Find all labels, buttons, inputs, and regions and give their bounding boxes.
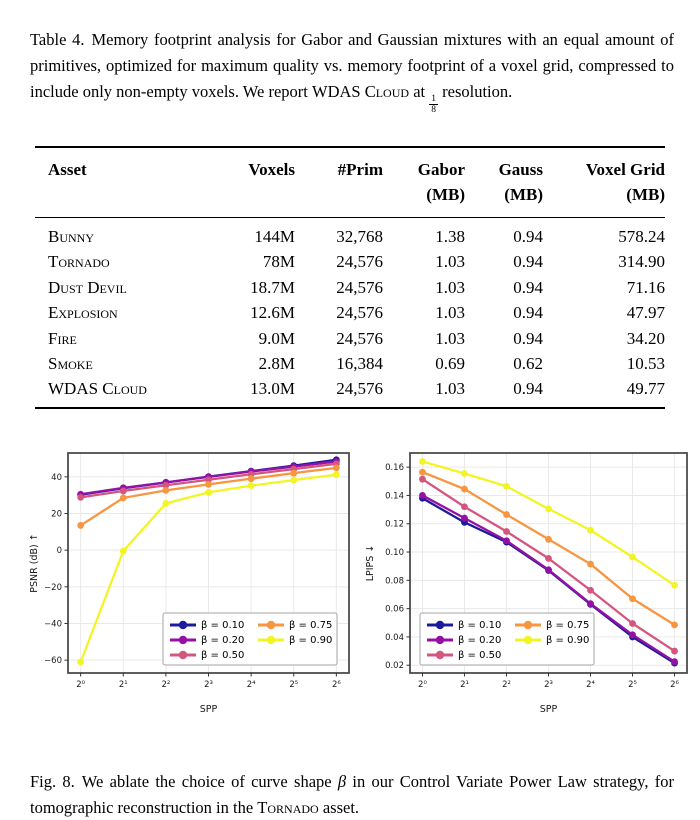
table-row	[35, 249, 665, 274]
column-header: Voxel Grid (MB)	[585, 160, 665, 204]
svg-text:SPP: SPP	[199, 704, 218, 715]
asset-cell: Bunny	[48, 227, 95, 246]
svg-text:0.04: 0.04	[385, 632, 404, 643]
table-caption-asset-name: WDAS Cloud	[312, 81, 410, 101]
svg-text:40: 40	[51, 472, 62, 483]
asset-cell: Explosion	[48, 303, 118, 323]
prim-cell: 32,768	[336, 227, 383, 246]
fig-caption-text-mid: in our Control Variate Power Law strategy, for tomographic reconstruction in the	[30, 771, 674, 817]
memory-table-head	[35, 147, 665, 218]
column-header: Gabor (MB)	[417, 160, 465, 204]
gauss-cell: 0.94	[513, 227, 543, 246]
prim-cell: 24,576	[336, 379, 383, 399]
svg-text:LPIPS ↓: LPIPS ↓	[365, 544, 376, 582]
gabor-cell: 1.03	[435, 277, 465, 297]
svg-text:2⁵: 2⁵	[289, 680, 299, 690]
svg-text:20: 20	[51, 509, 62, 520]
prim-cell: 24,576	[336, 328, 383, 348]
voxels-cell: 144M	[254, 227, 295, 246]
gauss-cell: 0.62	[513, 353, 543, 373]
svg-text:0.16: 0.16	[385, 463, 404, 474]
svg-text:2¹: 2¹	[460, 680, 469, 690]
svg-text:2⁶: 2⁶	[670, 680, 679, 690]
svg-text:2⁰: 2⁰	[418, 680, 427, 690]
column-header: Voxels	[248, 160, 295, 179]
prim-cell: 24,576	[336, 277, 383, 297]
svg-text:0.14: 0.14	[385, 491, 404, 502]
gabor-cell: 0.69	[435, 353, 465, 373]
gabor-cell: 1.03	[435, 303, 465, 323]
column-header: Asset	[48, 160, 87, 179]
grid-cell: 10.53	[626, 353, 665, 373]
svg-text:0.08: 0.08	[385, 576, 404, 587]
gabor-cell: 1.38	[435, 227, 465, 246]
table-caption-label: Table 4.	[30, 29, 85, 49]
svg-text:2²: 2²	[502, 680, 511, 690]
asset-cell: Fire	[48, 328, 77, 348]
figure-8-charts	[28, 445, 696, 717]
svg-text:β = 0.50: β = 0.50	[458, 650, 502, 662]
grid-cell: 34.20	[626, 328, 665, 348]
grid-cell: 49.77	[626, 379, 665, 399]
fig-caption-text-after: asset.	[318, 797, 360, 817]
svg-text:2³: 2³	[544, 680, 553, 690]
fig-caption-text-before: We ablate the choice of curve shape	[81, 771, 338, 791]
voxels-cell: 18.7M	[250, 277, 295, 297]
table-caption	[30, 27, 674, 116]
svg-text:−60: −60	[44, 656, 62, 667]
psnr-chart	[28, 445, 358, 717]
svg-text:−40: −40	[44, 619, 62, 630]
svg-text:β = 0.20: β = 0.20	[458, 635, 502, 647]
table-caption-text-mid: at	[409, 81, 430, 101]
gauss-cell: 0.94	[513, 277, 543, 297]
fraction-numerator: 1	[431, 93, 437, 105]
gabor-cell: 1.03	[435, 252, 465, 272]
table-row	[35, 351, 665, 376]
gauss-cell: 0.94	[513, 252, 543, 272]
table-caption-text-after: resolution.	[438, 81, 513, 101]
prim-cell: 24,576	[336, 252, 383, 272]
gauss-cell: 0.94	[513, 379, 543, 399]
memory-table	[35, 146, 665, 409]
grid-cell: 71.16	[626, 277, 665, 297]
gauss-cell: 0.94	[513, 328, 543, 348]
svg-text:0.06: 0.06	[385, 604, 404, 615]
svg-text:β = 0.75: β = 0.75	[546, 620, 590, 632]
svg-text:2²: 2²	[161, 680, 171, 690]
voxels-cell: 9.0M	[258, 328, 295, 348]
svg-text:SPP: SPP	[539, 704, 558, 715]
fig-caption	[30, 769, 674, 820]
fig-caption-asset-name: Tornado	[257, 797, 319, 817]
header-row	[35, 147, 665, 218]
svg-text:2⁶: 2⁶	[331, 680, 341, 690]
grid-cell: 314.90	[618, 252, 665, 272]
voxels-cell: 13.0M	[250, 379, 295, 399]
svg-text:β = 0.10: β = 0.10	[201, 620, 245, 632]
fig-caption-label: Fig. 8.	[30, 771, 75, 791]
asset-cell: WDAS Cloud	[48, 379, 147, 399]
svg-text:2⁰: 2⁰	[76, 680, 86, 690]
column-header: Gauss (MB)	[498, 160, 543, 204]
gabor-cell: 1.03	[435, 328, 465, 348]
table-row	[35, 275, 665, 300]
table-row	[35, 325, 665, 350]
asset-cell: Tornado	[48, 252, 110, 272]
column-header: #Prim	[337, 160, 383, 179]
svg-text:β = 0.20: β = 0.20	[201, 635, 245, 647]
grid-cell: 578.24	[618, 227, 665, 246]
svg-text:2¹: 2¹	[118, 680, 128, 690]
svg-text:PSNR (dB) ↑: PSNR (dB) ↑	[29, 533, 40, 593]
svg-text:−20: −20	[44, 582, 62, 593]
svg-text:2³: 2³	[204, 680, 213, 690]
svg-text:β = 0.50: β = 0.50	[201, 650, 245, 662]
lpips-chart	[364, 445, 696, 717]
svg-text:2⁴: 2⁴	[246, 680, 256, 690]
voxels-cell: 78M	[262, 252, 295, 272]
prim-cell: 16,384	[336, 353, 383, 373]
svg-text:0.12: 0.12	[385, 519, 404, 530]
prim-cell: 24,576	[336, 303, 383, 323]
fraction-one-eighth	[429, 94, 438, 115]
table-row	[35, 300, 665, 325]
svg-text:0.10: 0.10	[385, 548, 404, 559]
grid-cell: 47.97	[626, 303, 665, 323]
table-row	[35, 376, 665, 408]
asset-cell: Smoke	[48, 353, 93, 373]
svg-text:0: 0	[56, 546, 62, 557]
table-row	[35, 218, 665, 250]
svg-text:β = 0.75: β = 0.75	[289, 620, 333, 632]
svg-text:β = 0.10: β = 0.10	[458, 620, 502, 632]
table-caption-text-before: Memory footprint analysis for Gabor and Gaussian mixtures with an equal amount of primitives, optimized for maximum quality vs. memory footprint of a voxel grid, compressed to include only non-empty voxels. We report	[30, 29, 674, 101]
memory-table-wrap	[35, 146, 665, 409]
svg-text:β = 0.90: β = 0.90	[289, 635, 333, 647]
voxels-cell: 2.8M	[258, 353, 295, 373]
svg-text:β = 0.90: β = 0.90	[546, 635, 590, 647]
svg-text:0.02: 0.02	[385, 661, 404, 672]
asset-cell: Dust Devil	[48, 277, 127, 297]
voxels-cell: 12.6M	[250, 303, 295, 323]
fig-caption-beta-symbol: β	[337, 771, 347, 791]
fraction-denominator: 8	[431, 104, 437, 116]
gabor-cell: 1.03	[435, 379, 465, 399]
gauss-cell: 0.94	[513, 303, 543, 323]
svg-text:2⁵: 2⁵	[628, 680, 637, 690]
svg-text:2⁴: 2⁴	[586, 680, 595, 690]
memory-table-body	[35, 218, 665, 409]
